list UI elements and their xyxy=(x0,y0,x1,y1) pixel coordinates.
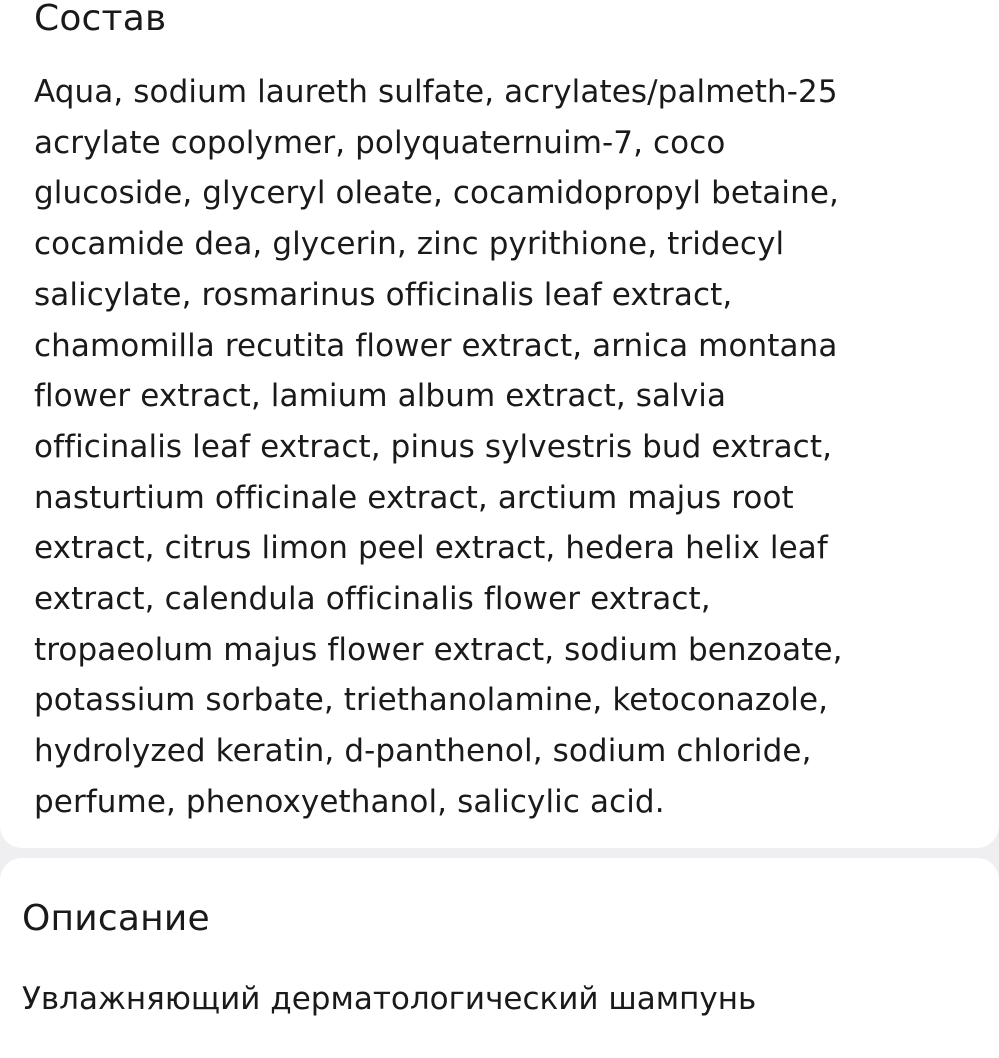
description-card xyxy=(0,858,999,1058)
ingredients-text: Aqua, sodium laureth sulfate, acrylates/palmeth-25 acrylate copolymer, polyquaternuim-7, coco glucoside, glyceryl oleate, cocamidopropyl betaine, cocamide dea, glycerin, zinc pyrithione, tridecyl salicylate, rosmarinus officinalis leaf extract, chamomilla recutita flower extract, arnica montana flower extract, lamium album extract, salvia officinalis leaf extract, pinus sylvestris bud extract, nasturtium officinale extract, arctium majus root extract, citrus limon peel extract, hedera helix leaf extract, calendula officinalis flower extract, tropaeolum majus flower extract, sodium benzoate, potassium sorbate, triethanolamine, ketoconazole, hydrolyzed keratin, d-panthenol, sodium chloride, perfume, phenoxyethanol, salicylic acid. xyxy=(34,74,843,820)
description-title: Описание xyxy=(22,898,210,939)
composition-title: Состав xyxy=(34,0,167,39)
description-text: Увлажняющий дерматологический шампунь xyxy=(22,981,757,1017)
